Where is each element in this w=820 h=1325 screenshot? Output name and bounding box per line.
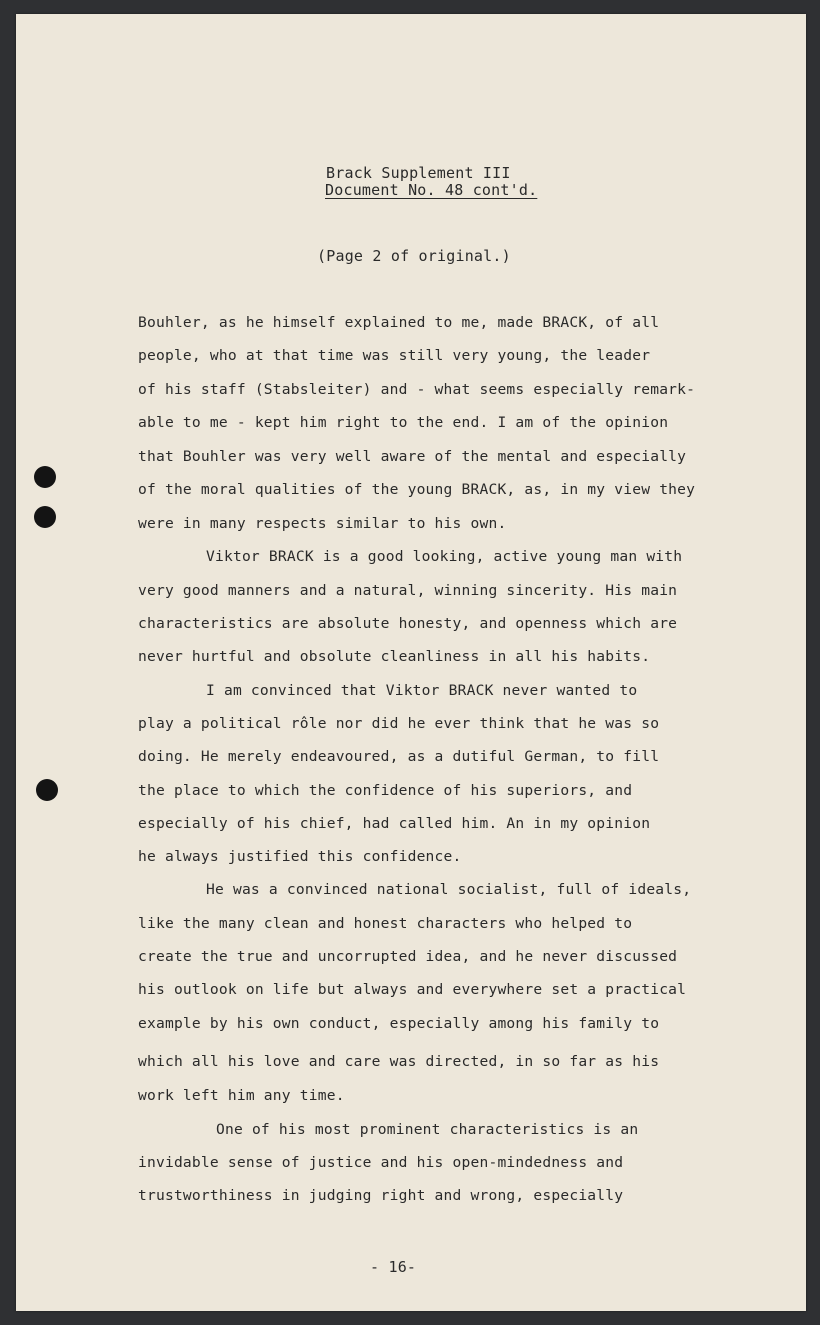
text-line: never hurtful and obsolute cleanliness in all his habits.	[138, 648, 651, 665]
text-line: work left him any time.	[138, 1087, 345, 1104]
text-line: he always justified this confidence.	[138, 848, 462, 865]
text-line: play a political rôle nor did he ever think that he was so	[138, 715, 660, 732]
text-line: He was a convinced national socialist, full of ideals,	[206, 881, 692, 898]
text-line: like the many clean and honest characters who helped to	[138, 915, 633, 932]
text-line: very good manners and a natural, winning sincerity. His main	[138, 582, 678, 599]
text-line: doing. He merely endeavoured, as a dutiful German, to fill	[138, 748, 660, 765]
text-line: example by his own conduct, especially among his family to	[138, 1015, 660, 1032]
text-line: that Bouhler was very well aware of the mental and especially	[138, 448, 687, 465]
text-line: which all his love and care was directed, in so far as his	[138, 1053, 660, 1070]
page-number: - 16-	[370, 1258, 417, 1276]
text-line: create the true and uncorrupted idea, and he never discussed	[138, 948, 678, 965]
text-line: Viktor BRACK is a good looking, active young man with	[206, 548, 683, 565]
text-line: trustworthiness in judging right and wrong, especially	[138, 1187, 624, 1204]
text-line: invidable sense of justice and his open-mindedness and	[138, 1154, 624, 1171]
page-note: (Page 2 of original.)	[317, 247, 511, 265]
text-line: his outlook on life but always and everywhere set a practical	[138, 981, 687, 998]
text-line: One of his most prominent characteristics is an	[216, 1121, 639, 1138]
text-line: able to me - kept him right to the end. I am of the opinion	[138, 414, 669, 431]
punch-hole	[34, 466, 56, 488]
document-number: Document No. 48 cont'd.	[325, 181, 538, 199]
document-page	[16, 14, 806, 1311]
text-line: especially of his chief, had called him. An in my opinion	[138, 815, 651, 832]
text-line: the place to which the confidence of his superiors, and	[138, 782, 633, 799]
text-line: were in many respects similar to his own.	[138, 515, 507, 532]
text-line: people, who at that time was still very young, the leader	[138, 347, 651, 364]
text-line: Bouhler, as he himself explained to me, made BRACK, of all	[138, 314, 660, 331]
supplement-title: Brack Supplement III	[326, 164, 511, 182]
text-line: characteristics are absolute honesty, and openness which are	[138, 615, 678, 632]
punch-hole	[36, 779, 58, 801]
text-line: I am convinced that Viktor BRACK never wanted to	[206, 682, 638, 699]
text-line: of the moral qualities of the young BRACK, as, in my view they	[138, 481, 696, 498]
punch-hole	[34, 506, 56, 528]
text-line: of his staff (Stabsleiter) and - what seems especially remark-	[138, 381, 696, 398]
